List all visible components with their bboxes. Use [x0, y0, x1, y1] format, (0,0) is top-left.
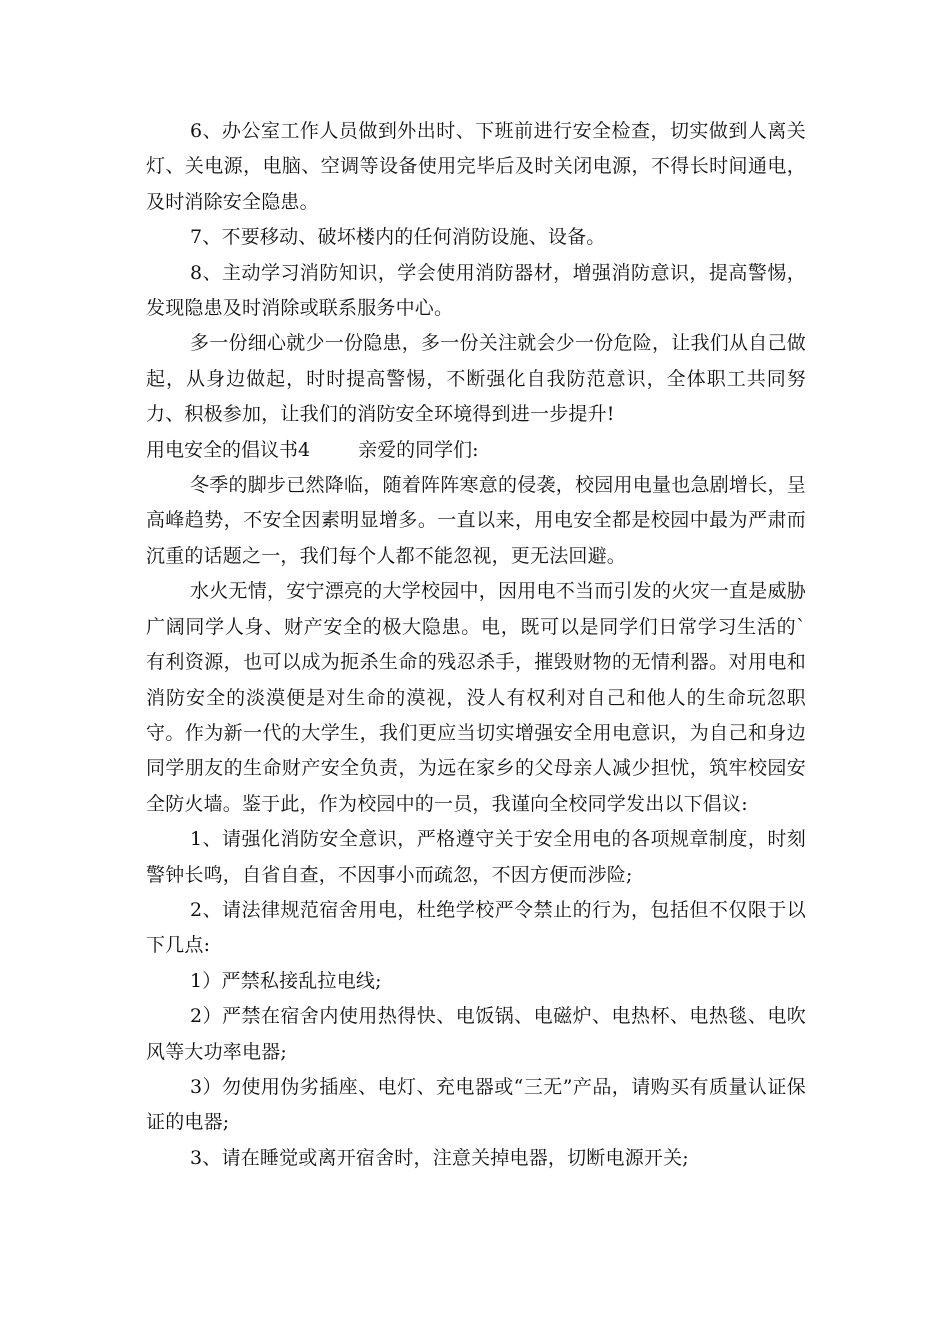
sub-item-3: 3）勿使用伪劣插座、电灯、充电器或“三无”产品，请购买有质量认证保证的电器;	[146, 1075, 806, 1134]
paragraph-winter: 冬季的脚步已然降临，随着阵阵寒意的侵袭，校园用电量也急剧增长，呈高峰趋势，不安全因素明显增多。一直以来，用电安全都是校园中最为严肃而沉重的话题之一，我们每个人都不能忽视，更无法回避。	[146, 474, 806, 567]
sub-item-1: 1）严禁私接乱拉电线;	[190, 969, 382, 992]
paragraph-item-6: 6、办公室工作人员做到外出时、下班前进行安全检查，切实做到人离关灯、关电源，电脑、空调等设备使用完毕后及时关闭电源，不得长时间通电，及时消除安全隐患。	[146, 120, 806, 213]
paragraph-item-8: 8、主动学习消防知识，学会使用消防器材，增强消防意识，提高警惕，发现隐患及时消除或联系服务中心。	[146, 261, 806, 320]
proposal-item-1: 1、请强化消防安全意识，严格遵守关于安全用电的各项规章制度，时刻警钟长鸣，自省自查，不因事小而疏忽，不因方便而涉险;	[146, 828, 806, 886]
salutation: 亲爱的同学们:	[358, 438, 479, 461]
section-title: 用电安全的倡议书4	[146, 438, 311, 461]
paragraph-fire-hazard: 水火无情，安宁漂亮的大学校园中，因用电不当而引发的火灾一直是威胁广阔同学人身、财产安全的极大隐患。电，既可以是同学们日常学习生活的`有利资源，也可以成为扼杀生命的残忍杀手，摧毁财物的无情利器。对用电和消防安全的淡漠便是对生命的漠视，没人有权利对自己和他人的生命玩忽职守。作为新一代的大学生，我们更应当切实增强安全用电意识，为自己和身边同学朋友的生命财产安全负责，为远在家乡的父母亲人减少担忧，筑牢校园安全防火墙。鉴于此，作为校园中的一员，我谨向全校同学发出以下倡议:	[146, 580, 806, 815]
paragraph-closing: 多一份细心就少一份隐患，多一份关注就会少一份危险，让我们从自己做起，从身边做起，时时提高警惕，不断强化自我防范意识，全体职工共同努力、积极参加，让我们的消防安全环境得到进一步提升!	[146, 332, 806, 426]
proposal-item-2: 2、请法律规范宿舍用电，杜绝学校严令禁止的行为，包括但不仅限于以下几点:	[146, 898, 806, 957]
section-heading-line	[146, 433, 806, 468]
sub-item-2: 2）严禁在宿舍内使用热得快、电饭锅、电磁炉、电热杯、电热毯、电吹风等大功率电器;	[146, 1005, 806, 1063]
paragraph-item-7: 7、不要移动、破坏楼内的任何消防设施、设备。	[190, 226, 606, 249]
proposal-item-3: 3、请在睡觉或离开宿舍时，注意关掉电器，切断电源开关;	[190, 1146, 689, 1169]
document-page	[146, 114, 806, 1176]
